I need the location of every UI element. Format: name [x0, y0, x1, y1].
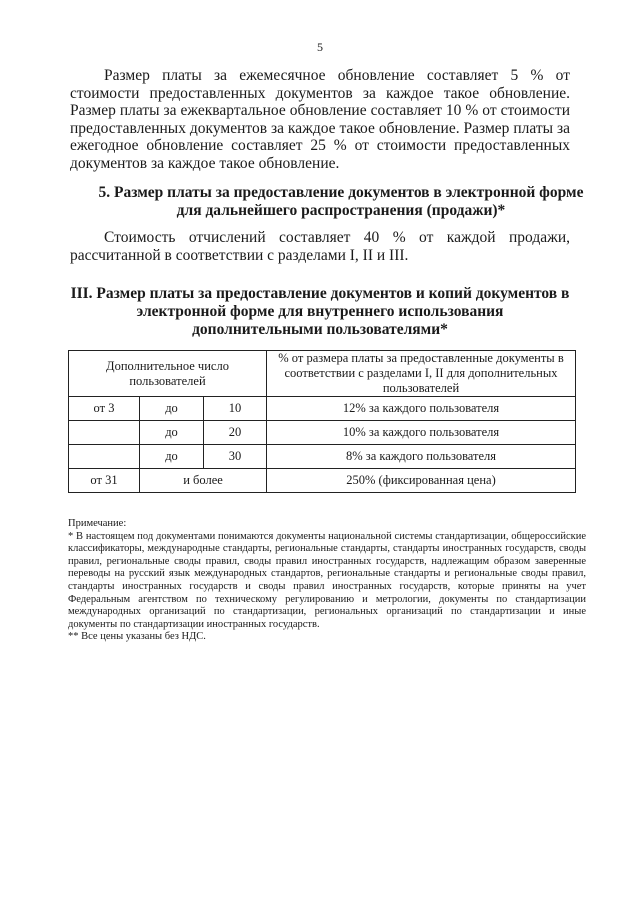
row-from: от 3: [69, 397, 140, 421]
section-5-heading: 5. Размер платы за предоставление документов в электронной форме для дальнейшего распространения (продажи)*: [98, 184, 584, 219]
header-fee-percent: % от размера платы за предоставленные документы в соответствии с разделами I, II для дополнительных пользователей: [267, 351, 576, 397]
table-row: [69, 469, 576, 493]
resale-fee-paragraph: Стоимость отчислений составляет 40 % от каждой продажи, рассчитанной в соответствии с разделами I, II и III.: [70, 229, 570, 264]
row-to-word: до: [140, 397, 204, 421]
row-from: [69, 445, 140, 469]
page-number: 5: [317, 40, 323, 54]
section-3-heading: III. Размер платы за предоставление документов и копий документов в электронной форме для внутреннего использования дополнительными пользователями*: [70, 285, 570, 338]
table-row: [69, 397, 576, 421]
notes-title: Примечание:: [68, 518, 127, 529]
row-to-word: до: [140, 445, 204, 469]
row-from: от 31: [69, 469, 140, 493]
row-to-word: до: [140, 421, 204, 445]
row-fee: 250% (фиксированная цена): [267, 469, 576, 493]
table-row: [69, 421, 576, 445]
row-from: [69, 421, 140, 445]
row-to-word: и более: [140, 469, 267, 493]
footnote-documents: * В настоящем под документами понимаются документы национальной системы стандартизации, общероссийские классификаторы, международные стандарты, региональные стандарты, стандарты иностранных государств, своды правил, региональные своды правил, своды правил иностранных государств, надлежащим образом заверенные переводы на русский язык международных стандартов, региональные стандарты и региональные своды правил, стандарты иностранных государств и своды правил иностранных государств, которые приняты на учет Федеральным агентством по техническому регулированию и метрологии, документы по стандартизации международных организаций по стандартизации, региональных организаций по стандартизации и иные документы по стандартизации иностранных государств.: [68, 530, 586, 630]
row-fee: 10% за каждого пользователя: [267, 421, 576, 445]
row-to-value: 10: [204, 397, 267, 421]
table-row: [69, 445, 576, 469]
row-fee: 12% за каждого пользователя: [267, 397, 576, 421]
update-fee-paragraph: Размер платы за ежемесячное обновление составляет 5 % от стоимости предоставленных документов за каждое такое обновление. Размер платы за ежеквартальное обновление составляет 10 % от стоимости предоставленных документов за каждое такое обновление. Размер платы за ежегодное обновление составляет 25 % от стоимости предоставленных документов за каждое такое обновление.: [70, 67, 570, 172]
header-additional-users: Дополнительное число пользователей: [69, 351, 267, 397]
row-to-value: 30: [204, 445, 267, 469]
table-header-row: [69, 351, 576, 397]
row-to-value: 20: [204, 421, 267, 445]
row-fee: 8% за каждого пользователя: [267, 445, 576, 469]
additional-users-fee-table: [68, 350, 576, 493]
footnote-vat: ** Все цены указаны без НДС.: [68, 631, 206, 643]
footnotes: [68, 518, 586, 644]
